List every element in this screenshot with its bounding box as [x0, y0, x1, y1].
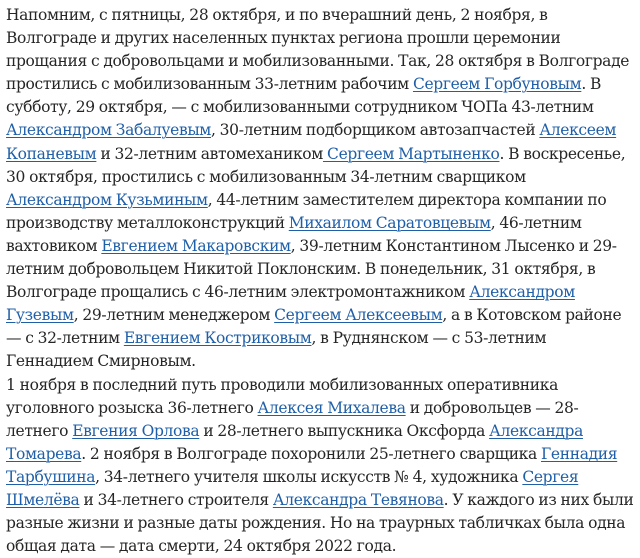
text-segment: , 29-летним менеджером — [73, 306, 275, 325]
link-alexander-tevyanov[interactable]: Александра Тевянова — [272, 490, 444, 509]
text-segment: и добровольцев — 28-летнего — [6, 398, 579, 440]
text-segment: , 34-летнего учителя школы искусств № 4, художника — [95, 467, 523, 486]
text-segment: Напомним, с пятницы, 28 октября, и по вчерашний день, 2 ноября, в Волгограде и других населенных пунктах региона прошли церемонии прощания с добровольцами и мобилизованными. Так, 28 октября в Волгограде простились с мобилизованным 33-летним рабочим — [6, 6, 630, 94]
link-sergey-alekseev[interactable]: Сергеем Алексеевым — [274, 306, 443, 325]
text-segment: 1 ноября в последний путь проводили мобилизованных оперативника уголовного розыска 36-летнего — [6, 375, 558, 417]
text-segment: . 2 ноября в Волгограде похоронили 25-летнего сварщика — [81, 444, 541, 463]
link-mikhail-saratovtsev[interactable]: Михаилом Саратовцевым — [288, 213, 491, 232]
text-segment: , 39-летним Константином Лысенко и 29-летним добровольцем Никитой Поклонским. В понедельник, 31 октября, в Волгограде прощались с 46-летним электромонтажником — [6, 236, 617, 302]
text-segment: и 34-летнего строителя — [79, 490, 273, 509]
link-evgeny-kostrikov[interactable]: Евгением Костриковым — [123, 329, 312, 348]
text-segment: и 32-летним автомехаником — [96, 144, 323, 163]
link-alexander-guzev[interactable]: Александром Гузевым — [6, 283, 575, 325]
link-alexander-kuzmin[interactable]: Александром Кузьминым — [6, 190, 208, 209]
text-segment: и 28-летнего выпускника Оксфорда — [199, 421, 490, 440]
link-gennady-tarbushin[interactable]: Геннадия Тарбушина — [6, 444, 618, 486]
link-evgeny-makarovsky[interactable]: Евгением Макаровским — [101, 236, 291, 255]
text-segment: , в Руднянском — с 53-летним Геннадием Смирновым. — [6, 329, 547, 371]
link-sergey-gorbunov[interactable]: Сергеем Горбуновым — [412, 75, 582, 94]
link-alexander-zabaluev[interactable]: Александром Забалуевым — [6, 121, 212, 140]
text-segment: , 30-летним подборщиком автозапчастей — [211, 121, 540, 140]
paragraph-farewells — [6, 4, 634, 374]
text-segment: . В воскресенье, 30 октября, простились с мобилизованным 34-летним сварщиком — [6, 144, 626, 186]
text-segment: , 46-летним вахтовиком — [6, 213, 582, 255]
link-alexander-tomarev[interactable]: Александра Томарева — [6, 421, 583, 463]
link-evgeny-orlov[interactable]: Евгения Орлова — [72, 421, 200, 440]
link-alexey-kopanev[interactable]: Алексеем Копаневым — [6, 121, 617, 163]
link-alexey-mikhalev[interactable]: Алексея Михалева — [257, 398, 406, 417]
text-segment: . В субботу, 29 октября, — с мобилизованными сотрудником ЧОПа 43-летним — [6, 75, 602, 117]
text-segment: , а в Котовском районе — с 32-летним — [6, 306, 622, 348]
link-sergey-shmelev[interactable]: Сергея Шмелёва — [6, 467, 579, 509]
link-sergey-martynenko[interactable]: Сергеем Мартыненко — [322, 144, 500, 163]
text-segment: , 44-летним заместителем директора компании по производству металлоконструкций — [6, 190, 607, 232]
paragraph-november-burials — [6, 374, 634, 558]
text-segment: . У каждого из них были разные жизни и разные даты рождения. Но на траурных табличках была одна общая дата — дата смерти, 24 октября 2022 года. — [6, 490, 634, 556]
